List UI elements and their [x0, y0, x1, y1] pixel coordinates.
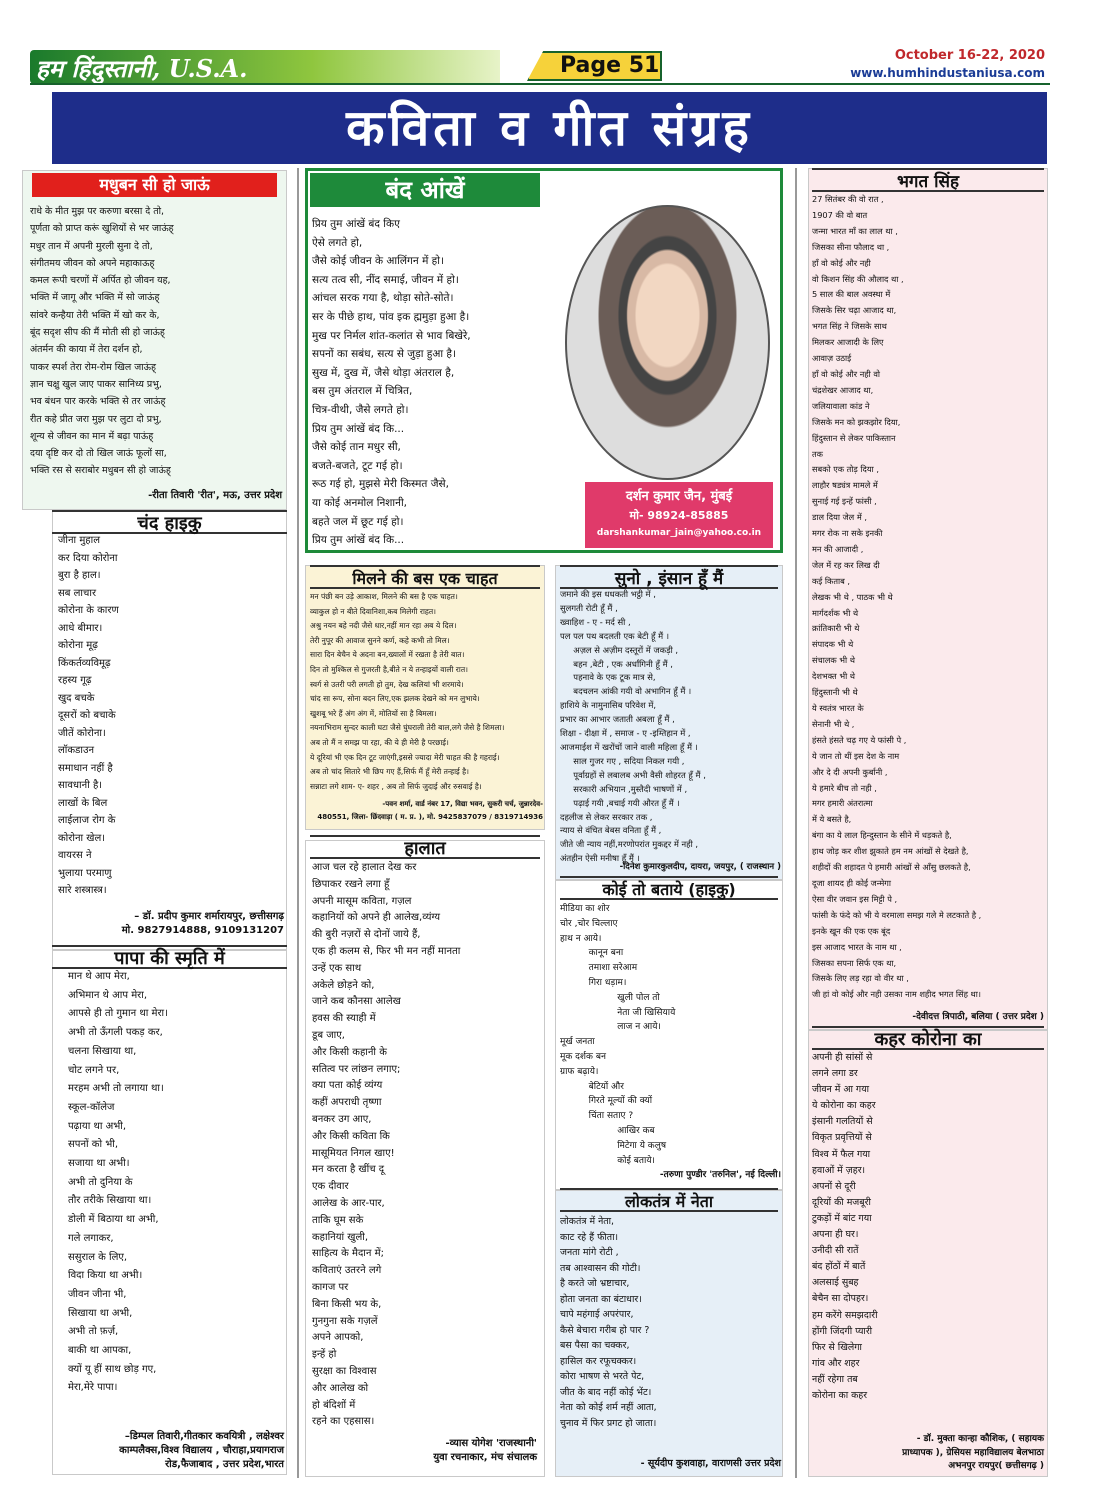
poem-text: प्रिय तुम आंखें बंद किए ऐसे लगते हो, जैसे कोई जीवन के आलिंगन में हो। सत्य तत्व सी, नींद समाई, जीवन में हो। आंचल सरक गया है, थोड़ा सोते-सोते। सर के पीछे हाथ, पांव इक ह्ममुड़ा हुआ है। मुख पर निर्मल शांत-कलांत से भाव बिखेरे, सपनों का सबंध, सत्य से जुड़ा हुआ है। सुख में, दुख में, जैसे थोड़ा अंतराल है, बस तुम अंतराल में चित्रित, चित्र-वीथी, जैसे लगते हो। प्रिय तुम आंखें बंद कि... जैसे कोई तान मधुर सी, बजते-बजते, टूट गई हो। रूठ गई हो, मुझसे मेरी किस्मत जैसे, या कोई अनमोल निशानी, बहते जल में छूट गई हो। प्रिय तुम आंखें बंद कि...: [312, 218, 471, 547]
poem-text: मीडिया का शोर चोर ,चोर चिल्लाए हाथ न आये। कानून बना तमाशा सरेआम गिरा धड़ाम। खुली पोल तो नेता जी खिसियाये लाज न आये। मूर्ख जनता मूक दर्शक बन ग्राफ बढ़ाये। बेटियों और गिरते मूल्यों की क्यों चिंता सताए ? आखिर कब मिटेगा ये कलुष कोई बताये।: [560, 904, 676, 1166]
poem-text: मन पंछी बन उड़े आकाश, मिलने की बस है एक चाहत। व्याकुल हो न बीते दिवानिशा,कब मिलेगी राहत। अश्रु नयन बहे नदी जैसे धार,नहीं मान रहा अब ये दिल। तेरी नुपूर की आवाज सुनने कर्ण, कहे कभी तो मिल। सारा दिन बेचैन ये अदना बन,ख्यालों में रखता है तेरी बात। दिन तो मुश्किल से गुजरती है,बीते न ये तन्हाइयों वाली रात। स्वर्ग से उतरी परी लगती हो तुम, देख कलियां भी शरमाये। चांद सा रूप, सोना बदन लिए,एक झलक देखने को मन लुभाये। खुशबू भरे हैं अंग अंग में, मोतियों सा है बिमला। नयनाभिराम सुन्दर काली घटा जैसे घुंघराली तेरी बाल,लगे जैसे है शिमला। अब तो मैं न समझ पा रहा, की ये ही मेरी है परछाई। ये दूरियां भी एक दिन टूट जाएंगी,इससे ज्यादा मेरी चाहत की है गहराई। अब तो चांद सितारे भी छिप गए हैं,सिर्फ मैं हूँ मेरी तन्हाई है। सन्नाटा लगे शाम- ए- शहर , अब तो सिर्फ जुदाई और रुसवाई है।: [310, 592, 505, 791]
poem-text: आज चल रहे हालात देख कर छिपाकर रखने लगा हूँ अपनी मासूम कविता, गज़ल कहानियों को अपने ही आलेख,व्यंग्य की बुरी नज़रों से दोनों जाये हैं, एक ही कलम से, फिर भी मन नहीं मानता उन्हें एक साथ अकेले छोड़ने को, जाने कब कौनसा आलेख हवस की स्याही में डूब जाए, और किसी कहानी के सतित्व पर लांछन लगाए; क्या पता कोई व्यंग्य कहीं अपराधी तृष्णा बनकर उग आए, और किसी कविता कि मासूमियत निगल खाए! मन करता है खींच दू एक दीवार आलेख के आर-पार, ताकि घूम सके कहानियां खुली, साहित्य के मैदान में; कविताएं उतरने लगे कागज पर बिना किसी भय के, गुनगुना सके गज़लें अपने आपको, इन्हें हो सुरक्षा का विश्वास और आलेख को हो बंदिशों में रहने का एहसास।: [312, 862, 461, 1428]
author-email[interactable]: darshankumar_jain@yahoo.co.in: [596, 528, 762, 538]
poem-title: मधुबन सी हो जाऊं: [32, 173, 277, 197]
page-number: Page 51: [560, 53, 660, 78]
poem-author: -पवन शर्मा, वार्ड नंबर 17, विद्या भवन, सुकरी चर्च, जुन्नारदेव- 480551, जिला- छिंदवाड़ा ( म. प्र. ), मो. 9425837079 / 8319714936: [317, 800, 543, 821]
header-rule: [30, 83, 1050, 85]
poem-title: बंद आंखें: [385, 176, 465, 204]
poem-title: हालात: [310, 835, 540, 859]
poem-title: कोई तो बताये (हाइकु): [560, 876, 778, 900]
poem-author: –डिम्पल तिवारी,गीतकार कवयित्री , लक्षेश्वर काम्पलैक्स,विश्व विद्यालय , चौराहा,प्रयागराज रोड,फैजाबाद , उत्तर प्रदेश,भारत: [119, 1431, 284, 1470]
poem-text: राधे के मीत मुझ पर करुणा बरसा दे तो, पूर्णता को प्राप्त करूं खुशियों से भर जाऊंह् मधुर तान में अपनी मुरली सुना दे तो, संगीतमय जीवन को अपने महाकाऊह् कमल रूपी चरणों में अर्पित हो जीवन यह, भक्ति में जागू और भक्ति में सो जाऊंह् सांवरे कन्हैया तेरी भक्ति में खो कर के, बूंद सदृश सीप की मैं मोती सी हो जाऊंह् अंतर्मन की काया में तेरा दर्शन हो, पाकर स्पर्श तेरा रोम-रोम खिल जाऊंह् ज्ञान चक्षु खुल जाए पाकर सानिध्य प्रभु, भव बंधन पार करके भक्ति से तर जाऊंह् रीत कहे प्रीत जरा मुझ पर लुटा दो प्रभु, शून्य से जीवन का मान में बढ़ा पाऊंह् दया दृष्टि कर दो तो खिल जाऊं फूलों सा, भक्ति रस से सराबोर मधुबन सी हो जाऊंह्: [30, 206, 174, 477]
author-mobile: मो- 98924-85885: [629, 509, 729, 522]
poem-author: -तरुणा पुण्डीर 'तरुनिल', नई दिल्ली।: [659, 1170, 781, 1180]
poem-title: भगत सिंह: [812, 168, 1044, 192]
author-photo: [565, 205, 770, 480]
poem-text: 27 सितंबर की वो रात , 1907 की वो बात जन्मा भारत माँ का लाल था , जिसका सीना फौलाद था , हाँ वो कोई और नही वो किशन सिंह की औलाद था , 5 साल की बाल अवस्था में जिसके सिर चढ़ा आजाद था, भगत सिंह ने जिसके साथ मिलकर आजादी के लिए आवाज़ उठाई हाँ वो कोई और नही वो चंद्रशेखर आजाद था, जलियावाला कांड ने जिसके मन को झकझोर दिया, हिंदुस्तान से लेकर पाकिस्तान तक सबको एक तोड़ दिया , लाहौर षड्यंत्र मामले में सुनाई गई इन्हें फांसी , डाल दिया जेल में , मगर रोक ना सके इनकी मन की आजादी , जेल में रह कर लिख दी कई किताब , लेखक भी थे , पाठक भी थे मार्गदर्शक भी थे क्रांतिकारी भी थे संपादक भी थे संचालक भी थे देशभक्त भी थे हिंदुस्तानी भी थे ये स्वतंत्र भारत के सेनानी भी थे , हंसते हंसते चढ़ गए ये फांसी पे , ये जान तो थीं इस देश के नाम और दे दी अपनी कुर्बानी , ये हमारे बीच तो नही , मगर हमारी अंतरात्मा में ये बसते है, बंगा का ये लाल हिन्दुस्तान के सीने में धड़कते है, हाथ जोड़ कर शीश झुकाते हम नम आंखों से देखते है, शहीदों की शहादत पे हमारी आंखों से आँसु छलकते है, दूजा शायद ही कोई जन्मेगा ऐसा वीर जवान इस मिट्टी पे , फांसी के फंदे को भी ये वरमाला समझ गले मे लटकाते है , इनके खून की एक एक बूंद इस आजाद भारत के नाम था , जिसका सपना सिर्फ एक था, जिसके लिए लड़ रहा वो वीर था , जी हां वो कोई और नही उसका नाम शहीद भगत सिंह था।: [812, 194, 982, 1000]
poem-text: लोकतंत्र में नेता, काट रहे हैं फीता। जनता मांगे रोटी , तब आश्वासन की गोटी। है करते जो भ्रष्टाचार, होता जनता का बंटाधार। चापे महंगाई अपरंपार, कैसे बेचारा गरीब हो पार ? बस पैसा का चक्कर, हासिल कर रफूचक्कर। कोरा भाषण से भरते पेट, जीत के बाद नहीं कोई भेंट। नेता को कोई शर्म नहीं आता, चुनाव में फिर प्रगट हो जाता।: [560, 1216, 657, 1429]
poem-title: मिलने की बस एक चाहत: [310, 565, 540, 589]
poem-title: कहर कोरोना का: [812, 1026, 1044, 1050]
poem-title: सुनो , इंसान हूँ मैं: [560, 565, 778, 589]
poem-author: -देवीदत्त त्रिपाठी, बलिया ( उत्तर प्रदेश ): [912, 1012, 1044, 1022]
column-divider: [297, 168, 299, 1478]
issue-date: October 16-22, 2020: [894, 48, 1045, 63]
poem-author: - डॉ. मुक्ता कान्हा कौशिक, ( सहायक प्राध्यापक ), ग्रेसियस महाविद्यालय बेलभाठा अभनपुर रायपुर( छत्तीसगढ़ ): [902, 1434, 1044, 1471]
poem-author: -दिनेश कुमारकुलदीप, दायरा, जयपुर, ( राजस्थान ): [619, 862, 781, 872]
section-banner-title: कविता व गीत संग्रह: [346, 99, 753, 157]
poem-author: -व्यास योगेश 'राजस्थानी' युवा रचनाकार, मंच संचालक: [433, 1438, 537, 1463]
website-link[interactable]: www.humhindustaniusa.com: [850, 66, 1045, 80]
poem-author: – डॉ. प्रदीप कुमार शर्मारायपुर, छत्तीसगढ़ मो. 9827914888, 9109131207: [121, 911, 284, 936]
poem-author: - सूर्यदीप कुशवाहा, वाराणसी उत्तर प्रदेश: [640, 1458, 781, 1469]
poem-text: जीना मुहाल कर दिया कोरोना बुरा है हाल। सब लाचार कोरोना के कारण आधे बीमार। कोरोना मूढ़ किंकर्तव्यविमूढ़ रहस्य गूढ़ खुद बचके दूसरों को बचाके जीतें कोरोना। लॉकडाउन समाधान नहीं है सावधानी है। लाखों के बिल लाईलाज रोग के कोरोना खेल। वायरस ने भुलाया परमाणु सारे शस्त्रास्त्र।: [58, 535, 119, 896]
author-name: दर्शन कुमार जैन, मुंबई: [625, 489, 733, 504]
poem-author: -रीता तिवारी 'रीत', मऊ, उत्तर प्रदेश: [148, 490, 282, 501]
poem-title: पापा की स्मृति में: [52, 945, 287, 969]
masthead-title: हम हिंदुस्तानी, U.S.A.: [36, 54, 248, 83]
poem-text: अपनी ही सांसों से लगने लगा डर जीवन में आ गया ये कोरोना का कहर इंसानी गलतियों से विकृत प्रवृत्तियों से विश्व में फैल गया हवाओं में ज़हर। अपनों से दूरी दूरियों की मजबूरी टुकड़ों में बांट गया अपना ही घर। उनीदी सी रातें बंद होंठों में बातें अलसाई सुबह बेचैन सा दोपहर। हम करेंगे समझदारी होंगी जिंदगी प्यारी फिर से खिलेगा गांव और शहर नहीं रहेगा तब कोरोना का कहर: [812, 1052, 878, 1401]
poem-title: चंद हाइकु: [52, 510, 287, 534]
poem-text: मान थे आप मेरा, अभिमान थे आप मेरा, आपसे ही तो गुमान था मेरा। अभी तो ऊँगली पकड़ कर, चलना सिखाया था, चोट लगने पर, मरहम अभी तो लगाया था। स्कूल-कॉलेज पढ़ाया था अभी, सपनों को भी, सजाया था अभी। अभी तो दुनिया के तौर तरीके सिखाया था। डोली में बिठाया था अभी, गले लगाकर, ससुराल के लिए, विदा किया था अभी। जीवन जीना भी, सिखाया था अभी, अभी तो फ़र्ज़, बाकी था आपका, क्यों यू हीं साथ छोड़ गए, मेरा,मेरे पापा।: [68, 971, 168, 1394]
column-divider: [795, 168, 797, 1478]
poem-text: जमाने की इस धधकती भट्ठी में , सुलगती रोटी हूँ मैं , ख्वाहिश - ए - मर्द सी , पल पल पथ बदलती एक बेटी हूँ मैं । अज़ल से अज़ीम दस्तूरों में जकड़ी , बहन ,बेटी , एक अर्धांगिनी हूँ मैं , पहनावे के एक टूक मात्र से, बदचलन आंकी गयी वो अभागिन हूँ मैं । हाशिये के नामुनासिब परिवेश में, प्रभार का आभार जताती अबला हूँ मैं , शिक्षा - दीक्षा में , समाज - ए -इम्तिहान में , आजमाईश में खरोंचों जाने वाली महिला हूँ मैं । साल गुजर गए , सदिया निकल गयी , पूर्वाग्रहों से लबालब अभी वैसी शोहरत हूँ मैं , सरकारी अभियान ,मुस्तैदी भाषणों में , पढ़ाई गयी ,बचाई गयी औरत हूँ मैं । दहलीज से लेकर सरकार तक , न्याय से वंचित बेबस वनिता हूँ मैं , जीते जी न्याय नहीं,मरणोपरांत मुकद्दर में नही , अंतहीन ऐसी मनीषा हूँ मैं ।: [560, 589, 706, 864]
poem-title: लोकतंत्र में नेता: [560, 1188, 778, 1212]
